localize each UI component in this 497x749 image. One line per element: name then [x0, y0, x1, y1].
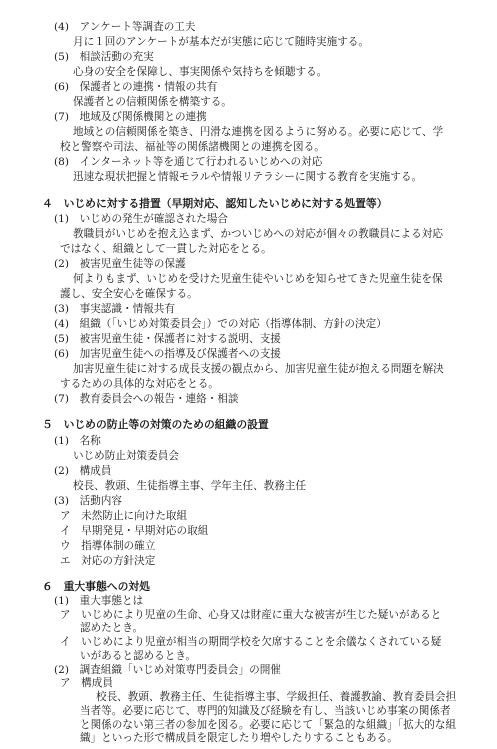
item-heading: (6) 加害児童生徒への指導及び保護者への支援	[54, 348, 281, 360]
item-body: 心身の安全を保障し、事実関係や気持ちを傾聴する。	[73, 65, 328, 78]
item-heading: (4) アンケート等調査の工夫	[54, 20, 196, 33]
sub-item: エ 対応の方針決定	[60, 554, 156, 567]
item-body: いじめ防止対策委員会	[73, 449, 179, 462]
item-heading: (3) 活動内容	[54, 494, 122, 507]
item-heading: (7) 地域及び関係機関との連携	[54, 111, 207, 124]
item-heading: (6) 保護者との連携・情報の共有	[54, 80, 218, 93]
item-heading: (2) 被害児童生徒等の保護	[54, 257, 186, 270]
item-heading: (7) 教育委員会への報告・連絡・相談	[54, 393, 239, 406]
item-body: 迅速な現状把握と情報モラルや情報リテラシーに関する教育を実施する。	[73, 171, 423, 184]
item-heading: (5) 被害児童生徒・保護者に対する説明、支援	[54, 332, 281, 345]
item-body: するための具体的な対応をとる。	[60, 378, 219, 391]
sub-item: ア 構成員	[60, 677, 113, 690]
item-heading: (8) インターネット等を通じて行われるいじめへの対応	[54, 156, 323, 169]
item-heading: (2) 調査組織「いじめ対策専門委員会」の開催	[54, 663, 281, 676]
sub-item-body: と関係のない第三者の参加を図る。必要に応じて「緊急的な組織」「拡大的な組	[80, 718, 457, 731]
sub-item: イ いじめにより児童が相当の期間学校を欠席することを余儀なくされている疑	[60, 636, 442, 649]
item-body: ではなく、組織として一貫した対応をとる。	[60, 242, 272, 255]
item-body: 教職員がいじめを抱え込まず、かついじめへの対応が個々の教職員による対応	[73, 227, 443, 240]
sub-item: イ 早期発見・早期対応の取組	[60, 524, 209, 537]
sub-item: ア 未然防止に向けた取組	[60, 509, 188, 522]
item-heading: (3) 事実認識・情報共有	[54, 302, 175, 315]
item-heading: (1) 名称	[54, 434, 101, 447]
item-body: 地域との信頼関係を築き、円滑な連携を図るように努める。必要に応じて、学	[73, 126, 444, 139]
sub-item-body: 校長、教頭、教務主任、生徒指導主事、学級担任、養護教諭、教育委員会担	[96, 691, 457, 704]
sub-item: ウ 指導体制の確立	[60, 539, 156, 552]
item-body: 校と警察や司法、福祉等の関係諸機関との連携を図る。	[60, 141, 325, 154]
section-title: ５ いじめの防止等の対策のための組織の設置	[42, 418, 269, 432]
item-body: 保護者との信頼関係を構築する。	[73, 95, 232, 108]
item-heading: (1) いじめの発生が確認された場合	[54, 212, 228, 225]
item-heading: (5) 相談活動の充実	[54, 50, 154, 63]
sub-item-body: いがあると認めるとき。	[80, 649, 197, 662]
item-body: 加害児童生徒に対する成長支援の観点から、加害児童生徒が抱える問題を解決	[73, 363, 444, 376]
item-body: 月に１回のアンケートが基本だが実態に応じて随時実施する。	[73, 35, 369, 48]
sub-item: ア いじめにより児童の生命、心身又は財産に重大な被害が生じた疑いがあると	[60, 608, 442, 621]
item-heading: (4) 組織（「いじめ対策委員会」）での対応（指導体制、方針の決定）	[54, 317, 387, 330]
section-title: ４ いじめに対する措置（早期対応、認知したいじめに対する処置等）	[42, 196, 388, 210]
sub-item-body: 織」といった形で構成員を限定したり増やしたりすることもある。	[80, 732, 398, 745]
item-body: 護し、安全安心を確保する。	[60, 287, 198, 300]
item-body: 校長、教頭、生徒指導主事、学年主任、教務主任	[73, 479, 307, 492]
item-heading: (1) 重大事態とは	[54, 594, 144, 607]
sub-item-body: 当者等。必要に応じて、専門的知識及び経験を有し、当該いじめ事案の関係者	[80, 704, 451, 717]
sub-item-body: 認めたとき。	[80, 622, 144, 635]
item-body: 何よりもまず、いじめを受けた児童生徒やいじめを知らせてきた児童生徒を保	[73, 272, 443, 285]
section-title: ６ 重大事態への対処	[42, 580, 150, 594]
item-heading: (2) 構成員	[54, 464, 112, 477]
